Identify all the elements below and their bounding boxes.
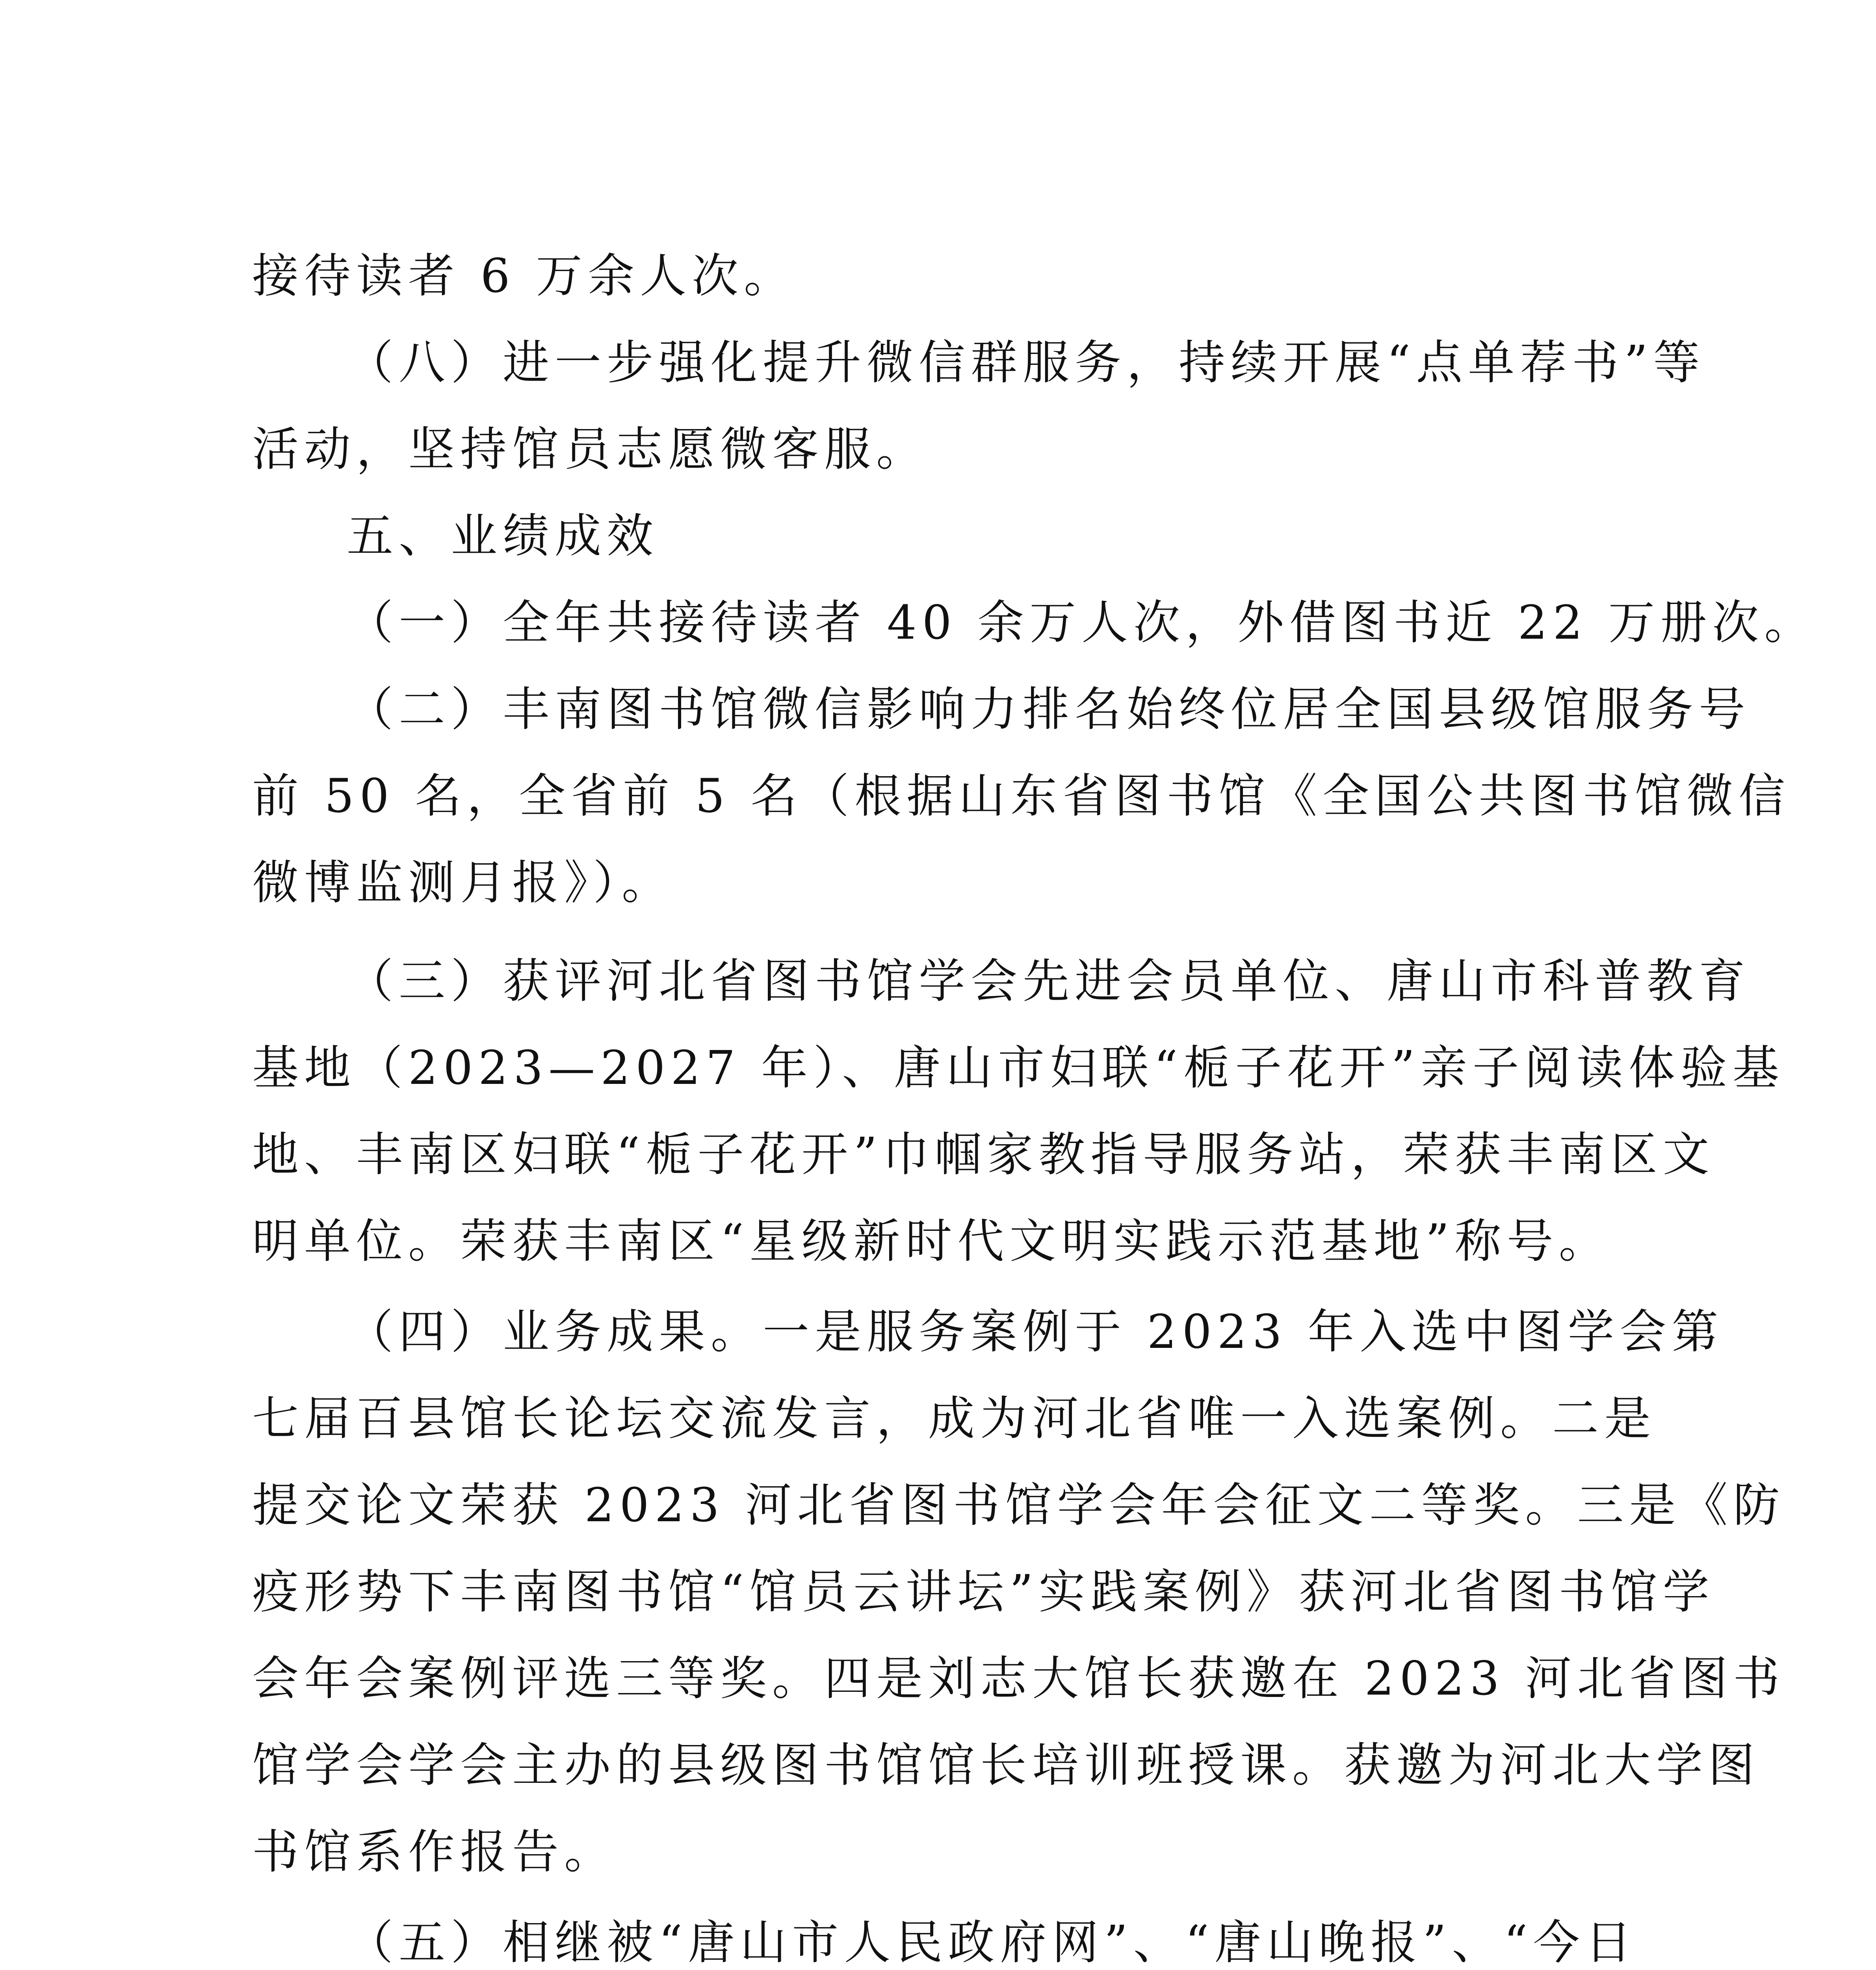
- text-line: 活动，坚持馆员志愿微客服。: [252, 422, 929, 476]
- text-line: （八）进一步强化提升微信群服务，持续开展“点单荐书”等: [347, 335, 1705, 390]
- text-line: 明单位。荣获丰南区“星级新时代文明实践示范基地”称号。: [252, 1214, 1611, 1268]
- text-line: 七届百县馆长论坛交流发言，成为河北省唯一入选案例。二是: [252, 1391, 1657, 1446]
- text-line: 会年会案例评选三等奖。四是刘志大馆长获邀在 2023 河北省图书: [252, 1651, 1785, 1706]
- text-line: 馆学会学会主办的县级图书馆馆长培训班授课。获邀为河北大学图: [252, 1738, 1761, 1792]
- section-heading: 五、业绩成效: [347, 509, 659, 563]
- text-line: 地、丰南区妇联“栀子花开”巾帼家教指导服务站，荣获丰南区文: [252, 1127, 1715, 1182]
- text-line: 书馆系作报告。: [252, 1825, 617, 1879]
- text-line: （五）相继被“唐山市人民政府网”、“唐山晚报”、“今日: [347, 1915, 1637, 1970]
- text-line: （一）全年共接待读者 40 余万人次，外借图书近 22 万册次。: [347, 595, 1817, 650]
- text-line: 接待读者 6 万余人次。: [252, 249, 796, 303]
- text-line: （四）业务成果。一是服务案例于 2023 年入选中图学会第: [347, 1305, 1724, 1359]
- text-line: 基地（2023—2027 年）、唐山市妇联“栀子花开”亲子阅读体验基: [252, 1041, 1785, 1095]
- text-line: （三）获评河北省图书馆学会先进会员单位、唐山市科普教育: [347, 954, 1751, 1008]
- text-line: （二）丰南图书馆微信影响力排名始终位居全国县级馆服务号: [347, 682, 1751, 736]
- text-line: 微博监测月报》）。: [252, 855, 674, 910]
- text-line: 疫形势下丰南图书馆“馆员云讲坛”实践案例》获河北省图书馆学: [252, 1565, 1715, 1619]
- text-line: 前 50 名，全省前 5 名（根据山东省图书馆《全国公共图书馆微信: [252, 769, 1791, 823]
- text-line: 提交论文荣获 2023 河北省图书馆学会年会征文二等奖。三是《防: [252, 1478, 1785, 1532]
